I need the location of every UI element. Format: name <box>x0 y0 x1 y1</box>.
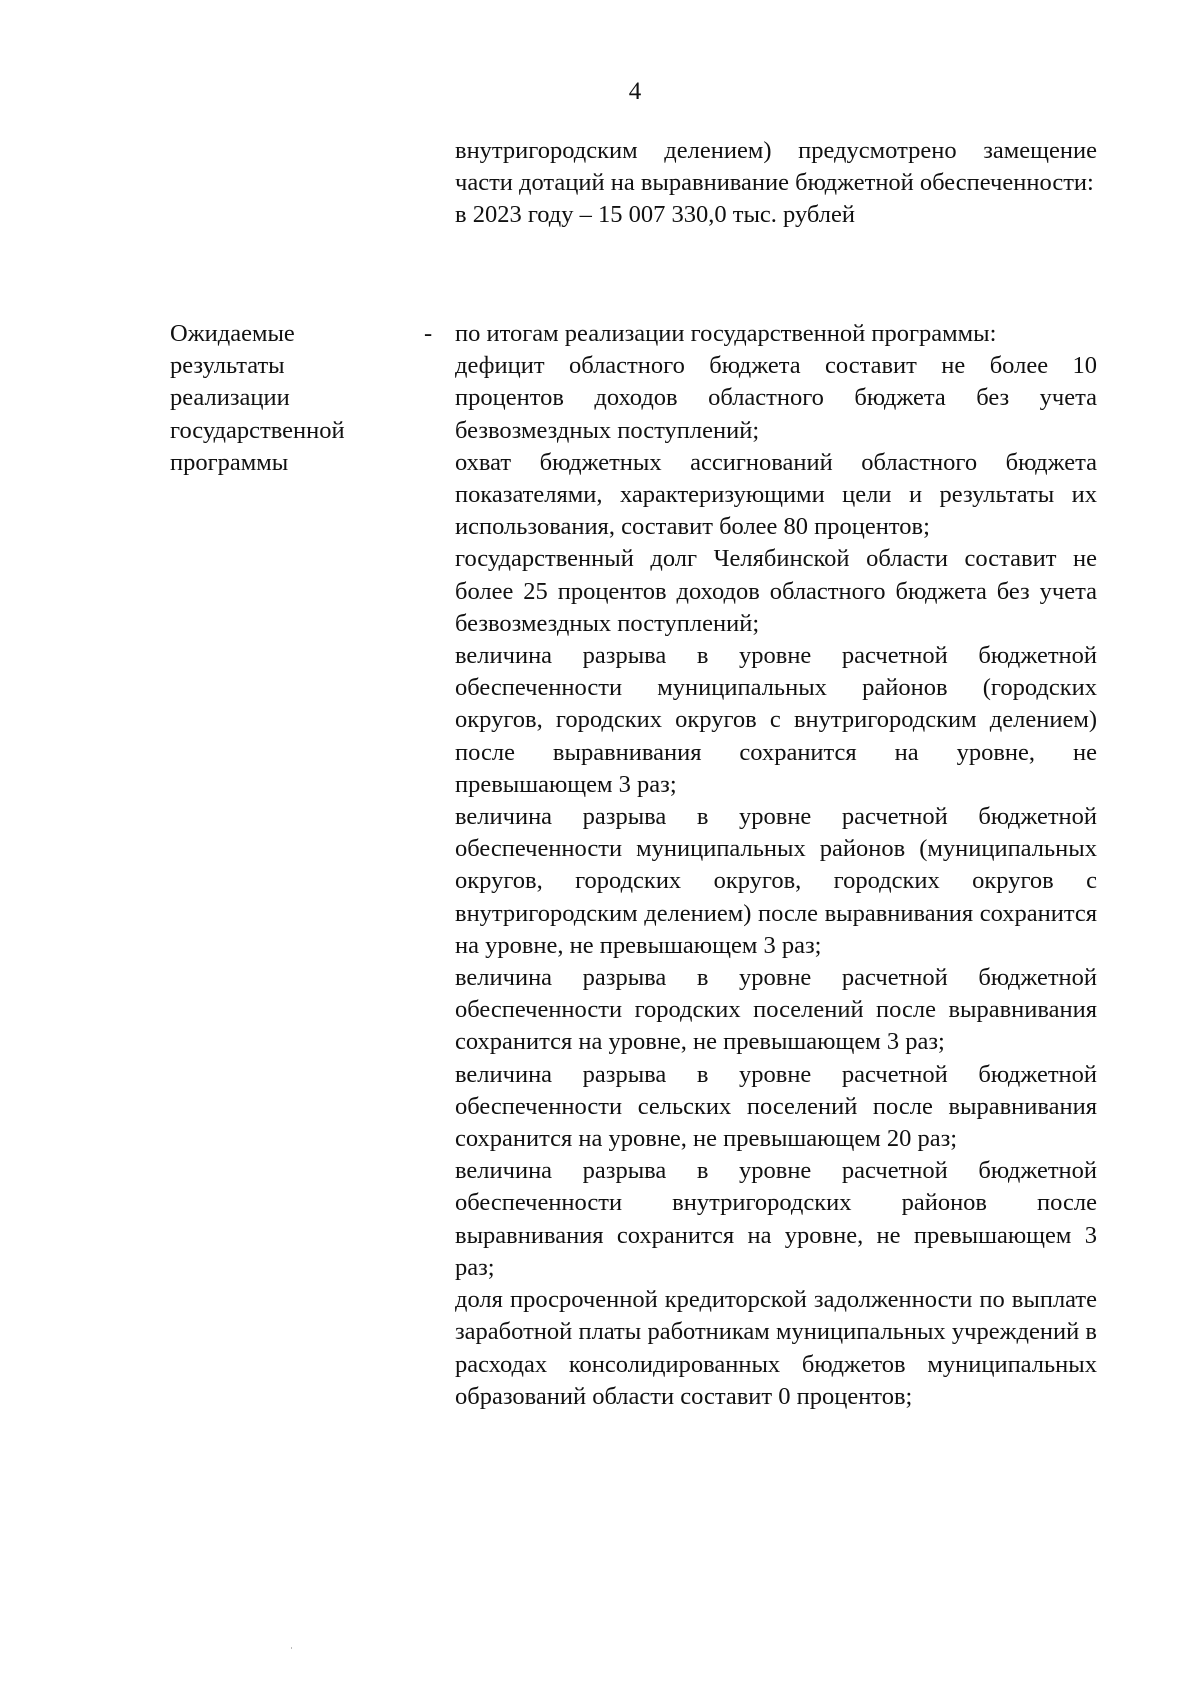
results-item: по итогам реализации государственной программы: <box>455 320 997 347</box>
section-label-line: результаты <box>170 352 285 380</box>
intro-paragraph: внутригородским делением) предусмотрено замещение части дотаций на выравнивание бюджетной обеспеченности: <box>455 137 1097 197</box>
intro-text-block <box>455 135 1097 232</box>
results-item: охват бюджетных ассигнований областного бюджета показателями, характеризующими цели и результаты их использования, составит более 80 процентов; <box>455 448 1097 541</box>
results-item: величина разрыва в уровне расчетной бюджетной обеспеченности внутригородских районов после выравнивания сохранится на уровне, не превышающем 3 раз; <box>455 1157 1097 1281</box>
section-label-line: программы <box>170 448 289 476</box>
section-label <box>170 318 410 479</box>
scan-speck <box>291 1647 292 1649</box>
results-text-block <box>455 318 1097 1413</box>
results-item: величина разрыва в уровне расчетной бюджетной обеспеченности городских поселений после выравнивания сохранится на уровне, не превышающем 3 раз; <box>455 964 1097 1056</box>
intro-paragraph: в 2023 году – 15 007 330,0 тыс. рублей <box>455 201 855 229</box>
section-label-line: реализации <box>170 384 290 412</box>
results-item: величина разрыва в уровне расчетной бюджетной обеспеченности сельских поселений после выравнивания сохранится на уровне, не превышающем 20 раз; <box>455 1060 1097 1153</box>
results-item: доля просроченной кредиторской задолженности по выплате заработной платы работникам муниципальных учреждений в расходах консолидированных бюджетов муниципальных образований области составит 0 процентов; <box>455 1286 1097 1410</box>
section-label-line: Ожидаемые <box>170 320 295 347</box>
results-item: величина разрыва в уровне расчетной бюджетной обеспеченности муниципальных районов (муниципальных округов, городских округов, городских округов с внутригородским делением) после выравнивания сохранится на уровне, не превышающем 3 раз; <box>455 803 1097 959</box>
results-item: дефицит областного бюджета составит не более 10 процентов доходов областного бюджета без учета безвозмездных поступлений; <box>455 352 1097 444</box>
results-item: государственный долг Челябинской области составит не более 25 процентов доходов областного бюджета без учета безвозмездных поступлений; <box>455 545 1097 637</box>
results-item: величина разрыва в уровне расчетной бюджетной обеспеченности муниципальных районов (городских округов, городских округов с внутригородским делением) после выравнивания сохранится на уровне, не превышающем 3 раз; <box>455 642 1097 798</box>
label-separator-dash: - <box>424 320 433 347</box>
section-label-line: государственной <box>170 416 345 444</box>
page-number: 4 <box>628 78 642 105</box>
